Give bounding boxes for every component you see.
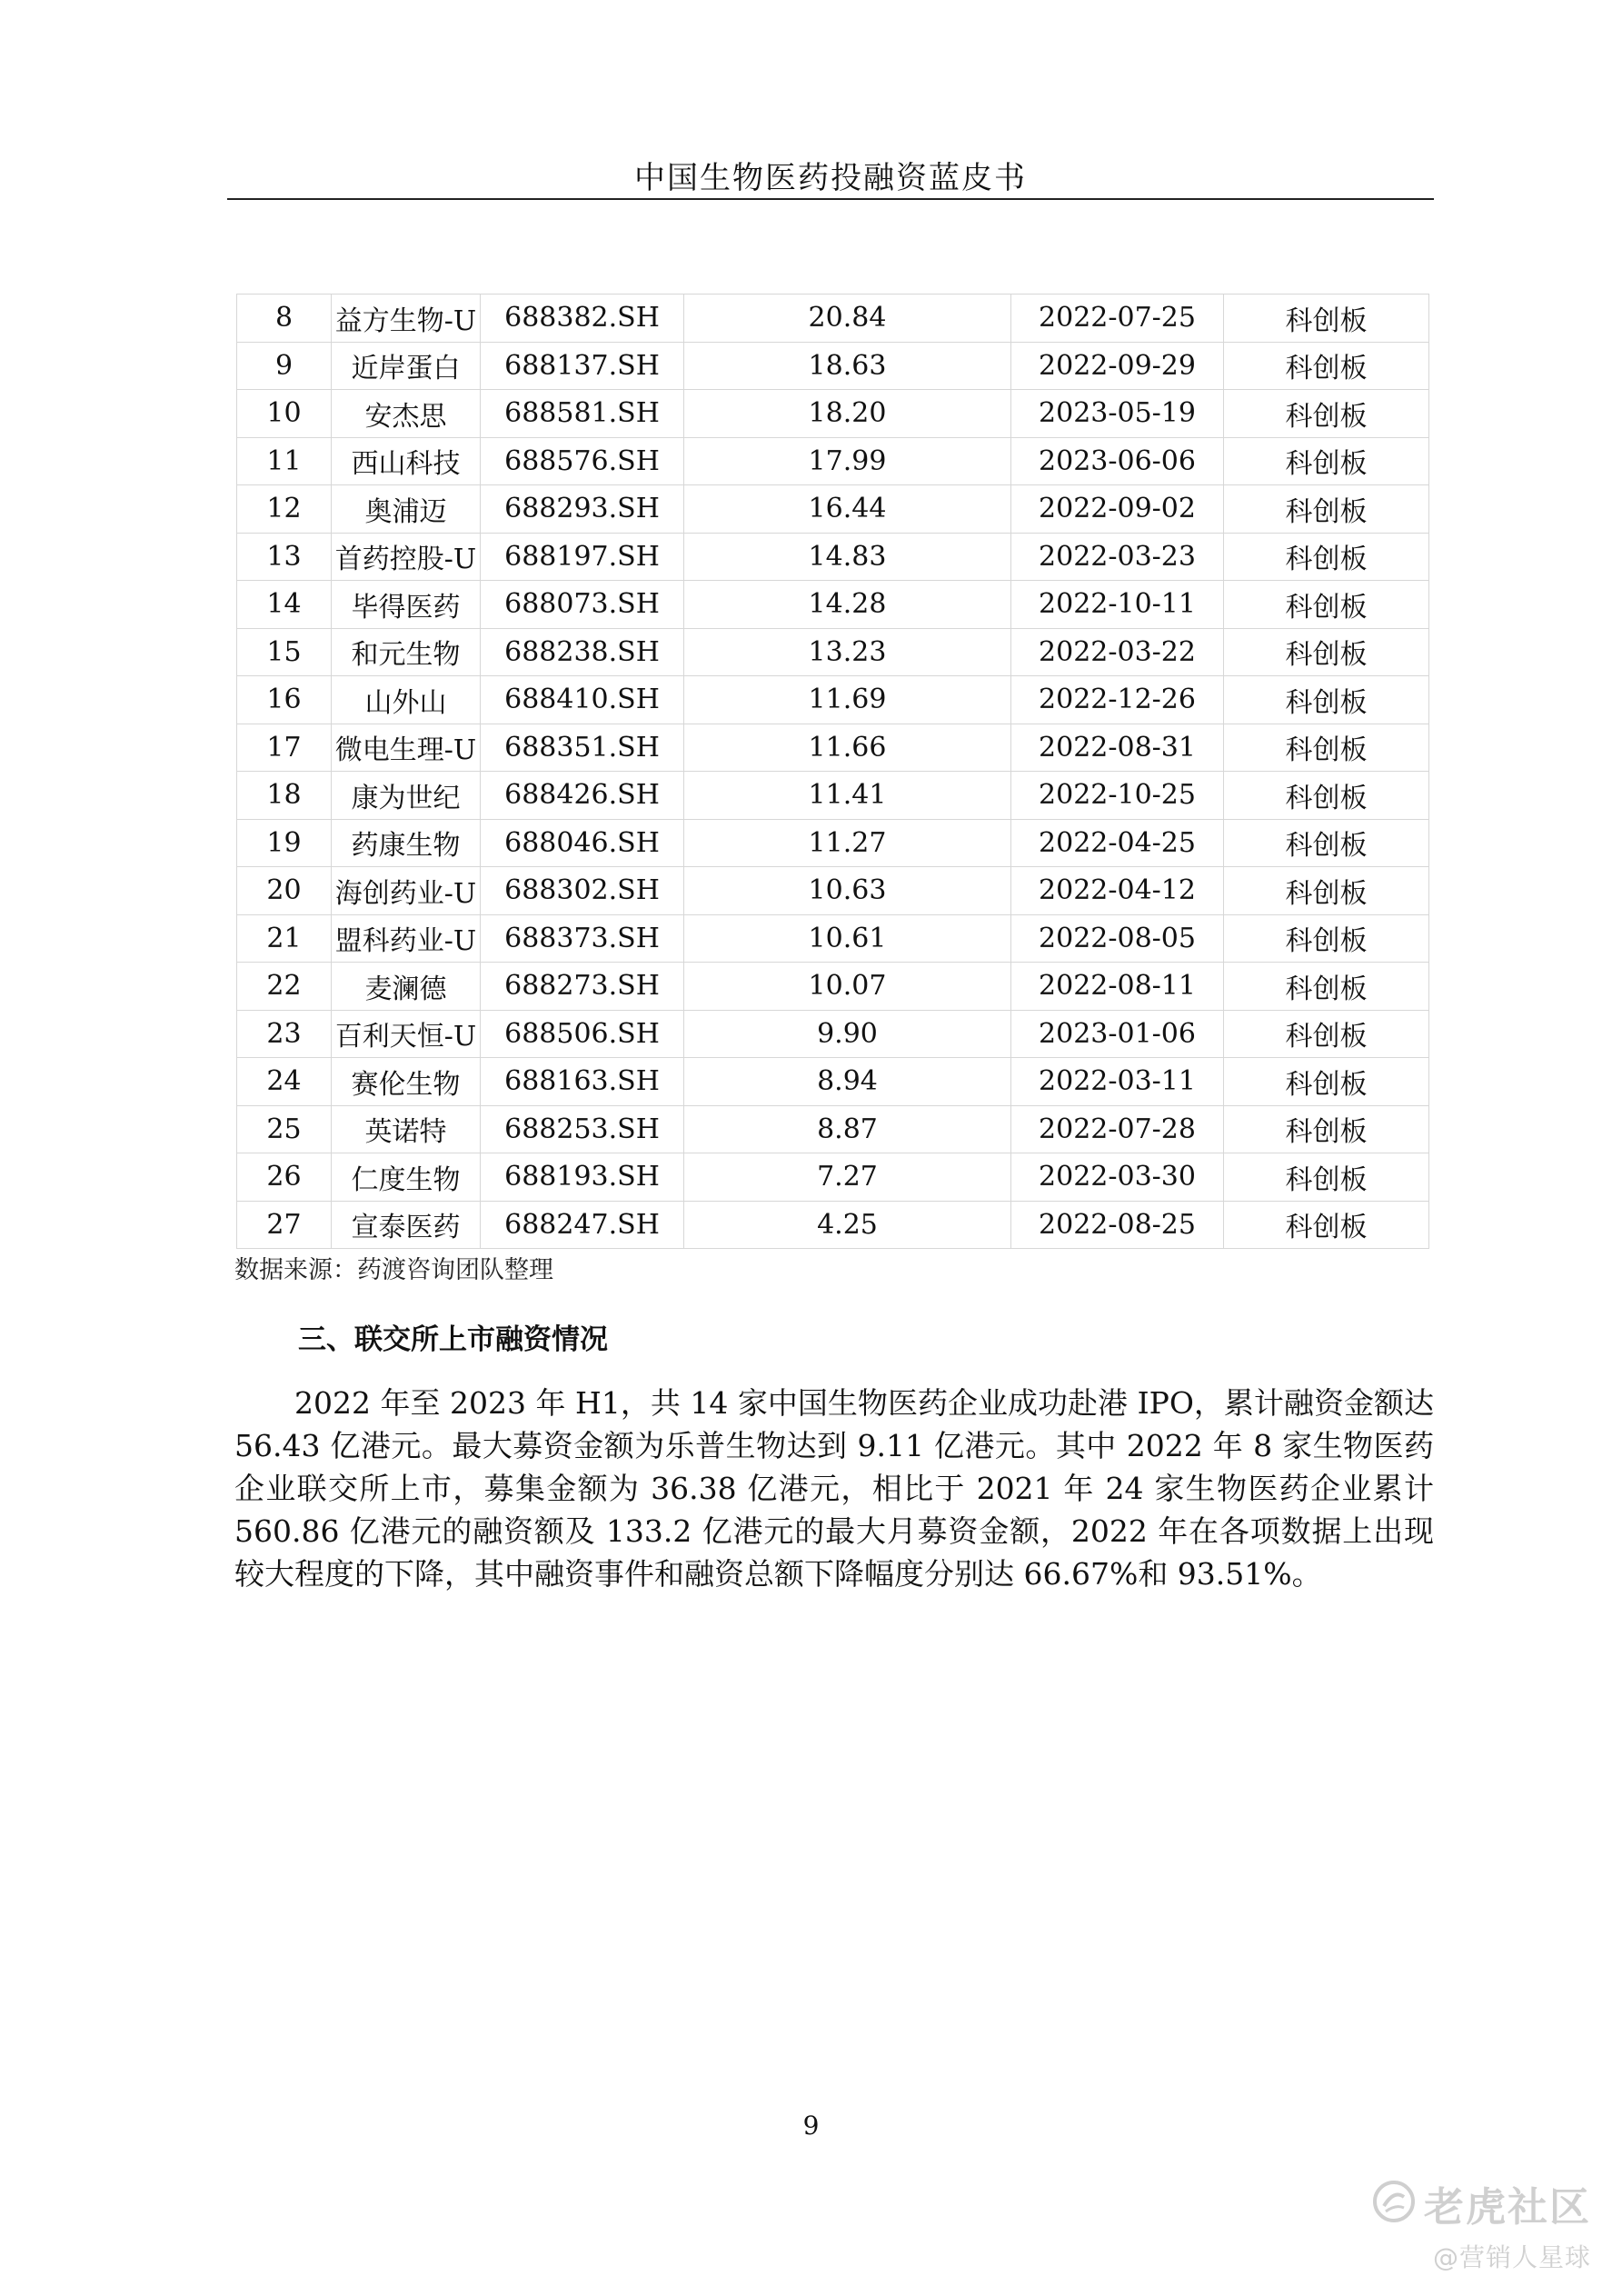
cell-amount: 18.20 [684,390,1011,438]
cell-amount: 8.87 [684,1105,1011,1153]
watermark-main-text: 老虎社区 [1424,2184,1591,2231]
table-row [237,772,1429,820]
cell-listing-date: 2022-04-25 [1011,819,1224,867]
cell-amount: 16.44 [684,485,1011,534]
cell-listing-date: 2022-07-25 [1011,294,1224,343]
cell-company-name: 赛伦生物 [332,1058,481,1106]
cell-board: 科创板 [1224,914,1429,963]
cell-stock-code: 688426.SH [481,772,684,820]
cell-amount: 11.41 [684,772,1011,820]
cell-listing-date: 2022-03-11 [1011,1058,1224,1106]
cell-row-number: 27 [237,1201,332,1249]
cell-listing-date: 2022-10-11 [1011,581,1224,629]
cell-company-name: 首药控股-U [332,533,481,581]
cell-row-number: 20 [237,867,332,915]
table-row [237,819,1429,867]
cell-stock-code: 688238.SH [481,628,684,676]
page-number: 9 [802,2111,820,2141]
cell-amount: 14.28 [684,581,1011,629]
cell-company-name: 微电生理-U [332,724,481,772]
cell-stock-code: 688137.SH [481,342,684,390]
cell-board: 科创板 [1224,1153,1429,1202]
cell-row-number: 19 [237,819,332,867]
watermark-sub-text: @营销人星球 [1432,2242,1591,2272]
cell-stock-code: 688293.SH [481,485,684,534]
cell-amount: 20.84 [684,294,1011,343]
table-row [237,533,1429,581]
cell-stock-code: 688073.SH [481,581,684,629]
cell-company-name: 奥浦迈 [332,485,481,534]
cell-listing-date: 2022-03-23 [1011,533,1224,581]
table-row [237,724,1429,772]
cell-row-number: 18 [237,772,332,820]
cell-amount: 8.94 [684,1058,1011,1106]
cell-company-name: 宣泰医药 [332,1201,481,1249]
cell-amount: 10.07 [684,963,1011,1011]
cell-company-name: 药康生物 [332,819,481,867]
cell-company-name: 康为世纪 [332,772,481,820]
cell-stock-code: 688351.SH [481,724,684,772]
cell-row-number: 23 [237,1010,332,1058]
watermark [1371,2174,1591,2274]
cell-stock-code: 688273.SH [481,963,684,1011]
cell-board: 科创板 [1224,390,1429,438]
table-row [237,1058,1429,1106]
cell-company-name: 海创药业-U [332,867,481,915]
running-head-title: 中国生物医药投融资蓝皮书 [634,160,1027,196]
cell-board: 科创板 [1224,1201,1429,1249]
section-paragraph: 2022 年至 2023 年 H1，共 14 家中国生物医药企业成功赴港 IPO，累计融资金额达 56.43 亿港元。最大募资金额为乐普生物达到 9.11 亿港元。其中 2022 年 8 家生物医药企业联交所上市，募集金额为 36.38 亿港元，相比于 2021 年 24 家生物医药企业累计 560.86 亿港元的融资额及 133.2 亿港元的最大月募资金额，2022 年在各项数据上出现较大程度的下降，其中融资事件和融资总额下降幅度分别达 66.67%和 93.51%。 [234,1385,1434,1592]
ipo-table [236,294,1429,1249]
cell-listing-date: 2022-08-31 [1011,724,1224,772]
cell-listing-date: 2023-06-06 [1011,437,1224,485]
cell-board: 科创板 [1224,628,1429,676]
cell-listing-date: 2022-10-25 [1011,772,1224,820]
cell-company-name: 和元生物 [332,628,481,676]
table-row [237,437,1429,485]
cell-board: 科创板 [1224,676,1429,724]
cell-amount: 4.25 [684,1201,1011,1249]
cell-row-number: 8 [237,294,332,343]
cell-row-number: 15 [237,628,332,676]
cell-row-number: 11 [237,437,332,485]
cell-stock-code: 688253.SH [481,1105,684,1153]
cell-company-name: 麦澜德 [332,963,481,1011]
cell-listing-date: 2022-03-30 [1011,1153,1224,1202]
cell-listing-date: 2022-09-02 [1011,485,1224,534]
cell-stock-code: 688247.SH [481,1201,684,1249]
cell-board: 科创板 [1224,437,1429,485]
cell-listing-date: 2022-09-29 [1011,342,1224,390]
cell-row-number: 16 [237,676,332,724]
cell-row-number: 17 [237,724,332,772]
cell-amount: 10.61 [684,914,1011,963]
cell-stock-code: 688302.SH [481,867,684,915]
cell-row-number: 25 [237,1105,332,1153]
cell-listing-date: 2022-08-25 [1011,1201,1224,1249]
cell-listing-date: 2022-07-28 [1011,1105,1224,1153]
cell-board: 科创板 [1224,1105,1429,1153]
cell-row-number: 9 [237,342,332,390]
table-row [237,390,1429,438]
cell-board: 科创板 [1224,294,1429,343]
cell-stock-code: 688576.SH [481,437,684,485]
header-rule [227,198,1434,200]
section-heading: 三、联交所上市融资情况 [298,1323,608,1356]
cell-listing-date: 2022-03-22 [1011,628,1224,676]
cell-row-number: 14 [237,581,332,629]
cell-board: 科创板 [1224,1010,1429,1058]
tiger-logo-icon [1371,2179,1417,2228]
cell-company-name: 安杰思 [332,390,481,438]
cell-listing-date: 2022-04-12 [1011,867,1224,915]
cell-stock-code: 688581.SH [481,390,684,438]
cell-company-name: 百利天恒-U [332,1010,481,1058]
cell-amount: 11.69 [684,676,1011,724]
cell-listing-date: 2022-08-11 [1011,963,1224,1011]
cell-stock-code: 688382.SH [481,294,684,343]
cell-board: 科创板 [1224,533,1429,581]
cell-company-name: 毕得医药 [332,581,481,629]
cell-row-number: 13 [237,533,332,581]
cell-amount: 11.66 [684,724,1011,772]
cell-row-number: 26 [237,1153,332,1202]
cell-board: 科创板 [1224,485,1429,534]
table-row [237,342,1429,390]
cell-board: 科创板 [1224,581,1429,629]
table-row [237,485,1429,534]
cell-board: 科创板 [1224,819,1429,867]
cell-board: 科创板 [1224,1058,1429,1106]
table-row [237,1201,1429,1249]
cell-board: 科创板 [1224,342,1429,390]
cell-stock-code: 688197.SH [481,533,684,581]
cell-row-number: 10 [237,390,332,438]
cell-board: 科创板 [1224,772,1429,820]
table-row [237,294,1429,343]
cell-amount: 13.23 [684,628,1011,676]
cell-listing-date: 2022-08-05 [1011,914,1224,963]
cell-company-name: 山外山 [332,676,481,724]
cell-stock-code: 688373.SH [481,914,684,963]
cell-amount: 10.63 [684,867,1011,915]
cell-amount: 18.63 [684,342,1011,390]
cell-board: 科创板 [1224,963,1429,1011]
ipo-table-body [237,294,1429,1249]
cell-amount: 11.27 [684,819,1011,867]
cell-stock-code: 688193.SH [481,1153,684,1202]
cell-row-number: 12 [237,485,332,534]
table-row [237,867,1429,915]
cell-amount: 9.90 [684,1010,1011,1058]
source-note: 数据来源：药渡咨询团队整理 [234,1256,553,1284]
cell-amount: 7.27 [684,1153,1011,1202]
cell-amount: 14.83 [684,533,1011,581]
cell-board: 科创板 [1224,867,1429,915]
table-row [237,914,1429,963]
cell-row-number: 22 [237,963,332,1011]
cell-company-name: 英诺特 [332,1105,481,1153]
cell-row-number: 21 [237,914,332,963]
cell-company-name: 西山科技 [332,437,481,485]
table-row [237,1153,1429,1202]
cell-company-name: 益方生物-U [332,294,481,343]
table-row [237,581,1429,629]
cell-listing-date: 2023-05-19 [1011,390,1224,438]
cell-company-name: 仁度生物 [332,1153,481,1202]
cell-row-number: 24 [237,1058,332,1106]
table-row [237,1105,1429,1153]
table-row [237,1010,1429,1058]
cell-stock-code: 688163.SH [481,1058,684,1106]
cell-amount: 17.99 [684,437,1011,485]
cell-company-name: 近岸蛋白 [332,342,481,390]
cell-stock-code: 688410.SH [481,676,684,724]
table-row [237,628,1429,676]
cell-listing-date: 2023-01-06 [1011,1010,1224,1058]
cell-stock-code: 688046.SH [481,819,684,867]
table-row [237,963,1429,1011]
cell-stock-code: 688506.SH [481,1010,684,1058]
table-row [237,676,1429,724]
cell-listing-date: 2022-12-26 [1011,676,1224,724]
cell-company-name: 盟科药业-U [332,914,481,963]
cell-board: 科创板 [1224,724,1429,772]
